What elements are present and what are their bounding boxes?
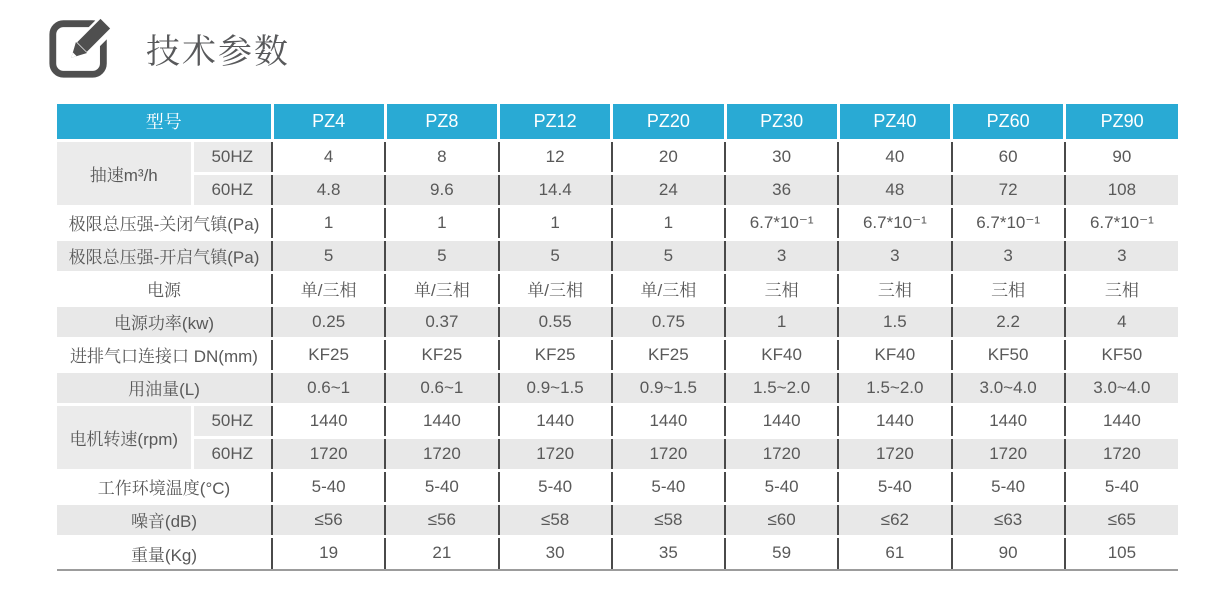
value-cell: 6.7*10⁻¹ [725,206,838,239]
value-cell: 30 [725,140,838,173]
value-cell: ≤62 [838,503,951,536]
row-label: 极限总压强-关闭气镇(Pa) [57,206,272,239]
value-cell: 3 [1065,239,1178,272]
value-cell: 0.75 [612,305,725,338]
row-label: 重量(Kg) [57,536,272,569]
value-cell: 1720 [499,437,612,470]
value-cell: 1.5~2.0 [725,371,838,404]
table-row [57,140,1178,173]
row-label: 噪音(dB) [57,503,272,536]
value-cell: 3.0~4.0 [1065,371,1178,404]
model-column-header: PZ60 [952,104,1065,140]
table-row [57,206,1178,239]
value-cell: 0.25 [272,305,385,338]
value-cell: 4 [272,140,385,173]
table-row [57,437,1178,470]
row-sub-label: 60HZ [192,437,272,470]
table-row [57,404,1178,437]
value-cell: 21 [385,536,498,569]
value-cell: 61 [838,536,951,569]
value-cell: 5-40 [952,470,1065,503]
value-cell: 1 [499,206,612,239]
value-cell: KF25 [612,338,725,371]
value-cell: 30 [499,536,612,569]
value-cell: ≤60 [725,503,838,536]
value-cell: 1 [612,206,725,239]
value-cell: 1720 [952,437,1065,470]
value-cell: 3.0~4.0 [952,371,1065,404]
value-cell: 60 [952,140,1065,173]
page-title: 技术参数 [146,32,290,71]
table-row [57,305,1178,338]
value-cell: 6.7*10⁻¹ [1065,206,1178,239]
value-cell: 1440 [272,404,385,437]
row-sub-label: 50HZ [192,404,272,437]
model-column-header: PZ4 [272,104,385,140]
value-cell: 三相 [952,272,1065,305]
row-label: 工作环境温度(°C) [57,470,272,503]
value-cell: 108 [1065,173,1178,206]
spec-table [57,104,1178,569]
value-cell: 24 [612,173,725,206]
table-row [57,536,1178,569]
value-cell: 1440 [1065,404,1178,437]
model-header-cell: 型号 [57,104,272,140]
row-label: 用油量(L) [57,371,272,404]
value-cell: 20 [612,140,725,173]
value-cell: 1720 [725,437,838,470]
model-column-header: PZ40 [838,104,951,140]
value-cell: 5-40 [499,470,612,503]
value-cell: KF25 [272,338,385,371]
value-cell: 5 [612,239,725,272]
value-cell: 4.8 [272,173,385,206]
value-cell: 90 [952,536,1065,569]
value-cell: 19 [272,536,385,569]
value-cell: KF50 [952,338,1065,371]
value-cell: 0.55 [499,305,612,338]
value-cell: 14.4 [499,173,612,206]
value-cell: 3 [725,239,838,272]
value-cell: 1.5 [838,305,951,338]
value-cell: 1440 [725,404,838,437]
value-cell: 三相 [725,272,838,305]
value-cell: 3 [838,239,951,272]
value-cell: 0.37 [385,305,498,338]
row-sub-label: 50HZ [192,140,272,173]
value-cell: 2.2 [952,305,1065,338]
spec-table-header [57,104,1178,140]
model-column-header: PZ90 [1065,104,1178,140]
table-row [57,338,1178,371]
spec-table-container [57,104,1178,571]
value-cell: ≤65 [1065,503,1178,536]
value-cell: 单/三相 [612,272,725,305]
value-cell: 40 [838,140,951,173]
row-label: 电源功率(kw) [57,305,272,338]
row-label: 进排气口连接口 DN(mm) [57,338,272,371]
value-cell: 1440 [838,404,951,437]
value-cell: 5 [272,239,385,272]
value-cell: 三相 [838,272,951,305]
value-cell: 35 [612,536,725,569]
value-cell: 5-40 [1065,470,1178,503]
value-cell: 8 [385,140,498,173]
value-cell: 单/三相 [272,272,385,305]
value-cell: 5-40 [725,470,838,503]
model-column-header: PZ20 [612,104,725,140]
value-cell: 0.9~1.5 [499,371,612,404]
value-cell: 1440 [612,404,725,437]
value-cell: 5-40 [838,470,951,503]
value-cell: ≤58 [499,503,612,536]
value-cell: KF25 [499,338,612,371]
table-row [57,239,1178,272]
value-cell: 1720 [272,437,385,470]
value-cell: 1 [725,305,838,338]
value-cell: 90 [1065,140,1178,173]
value-cell: 9.6 [385,173,498,206]
value-cell: 12 [499,140,612,173]
row-label: 抽速m³/h [57,140,192,206]
value-cell: 1440 [385,404,498,437]
value-cell: 0.6~1 [385,371,498,404]
value-cell: 三相 [1065,272,1178,305]
table-row [57,173,1178,206]
value-cell: 48 [838,173,951,206]
value-cell: 单/三相 [385,272,498,305]
value-cell: 1720 [838,437,951,470]
table-row [57,371,1178,404]
value-cell: 5-40 [272,470,385,503]
row-label: 电机转速(rpm) [57,404,192,470]
value-cell: 1720 [385,437,498,470]
value-cell: ≤56 [272,503,385,536]
value-cell: 3 [952,239,1065,272]
value-cell: 1720 [1065,437,1178,470]
value-cell: 4 [1065,305,1178,338]
value-cell: 59 [725,536,838,569]
table-row [57,503,1178,536]
value-cell: 0.6~1 [272,371,385,404]
table-row [57,470,1178,503]
value-cell: 5-40 [612,470,725,503]
value-cell: 1 [272,206,385,239]
value-cell: 72 [952,173,1065,206]
spec-table-body [57,140,1178,569]
header-row [57,104,1178,140]
model-column-header: PZ12 [499,104,612,140]
value-cell: 1720 [612,437,725,470]
value-cell: 105 [1065,536,1178,569]
value-cell: KF40 [725,338,838,371]
pencil-square-icon [46,13,116,83]
value-cell: 36 [725,173,838,206]
value-cell: 1 [385,206,498,239]
value-cell: KF25 [385,338,498,371]
value-cell: KF40 [838,338,951,371]
row-label: 电源 [57,272,272,305]
table-row [57,272,1178,305]
model-column-header: PZ30 [725,104,838,140]
value-cell: 5-40 [385,470,498,503]
value-cell: 1440 [952,404,1065,437]
value-cell: ≤58 [612,503,725,536]
value-cell: 6.7*10⁻¹ [952,206,1065,239]
value-cell: ≤56 [385,503,498,536]
row-label: 极限总压强-开启气镇(Pa) [57,239,272,272]
row-sub-label: 60HZ [192,173,272,206]
value-cell: 1440 [499,404,612,437]
value-cell: 6.7*10⁻¹ [838,206,951,239]
value-cell: 5 [385,239,498,272]
value-cell: 5 [499,239,612,272]
value-cell: 0.9~1.5 [612,371,725,404]
value-cell: ≤63 [952,503,1065,536]
value-cell: 1.5~2.0 [838,371,951,404]
value-cell: 单/三相 [499,272,612,305]
model-column-header: PZ8 [385,104,498,140]
value-cell: KF50 [1065,338,1178,371]
section-title-bar [0,0,1208,86]
